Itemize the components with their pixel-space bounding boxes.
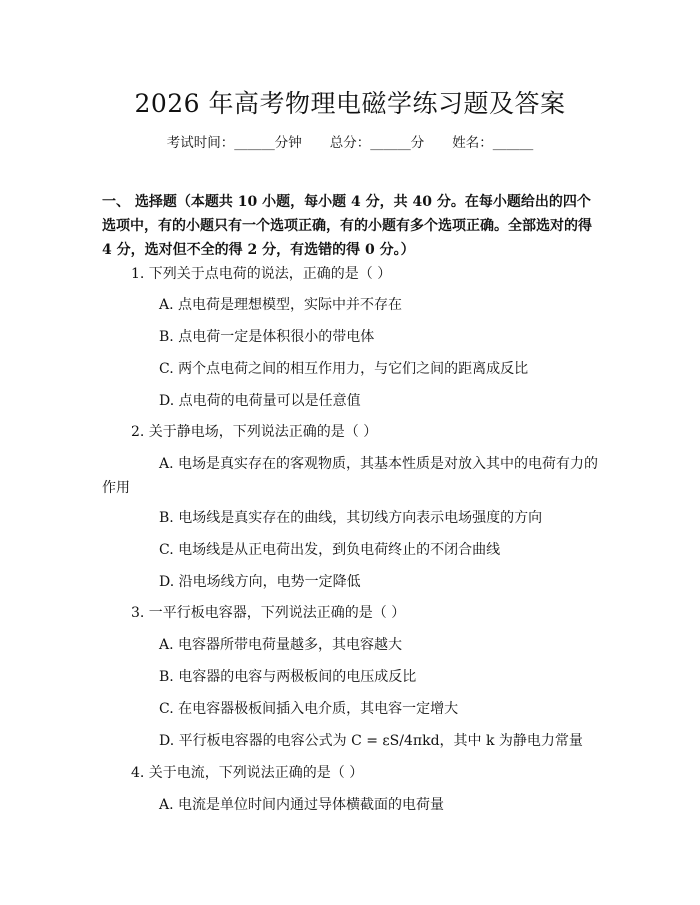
question-stem: 4. 关于电流，下列说法正确的是（ ） [131, 765, 364, 781]
question-option: B. 电场线是真实存在的曲线，其切线方向表示电场强度的方向 [159, 510, 543, 526]
question-option: A. 点电荷是理想模型，实际中并不存在 [159, 297, 403, 313]
question-stem: 3. 一平行板电容器，下列说法正确的是（ ） [131, 605, 406, 621]
question-option: D. 平行板电容器的电容公式为 C = εS/4πkd，其中 k 为静电力常量 [159, 733, 583, 749]
question-option: C. 两个点电荷之间的相互作用力，与它们之间的距离成反比 [159, 361, 529, 377]
exam-info-line [0, 131, 700, 151]
question-stem: 2. 关于静电场，下列说法正确的是（ ） [131, 424, 378, 440]
question-option: A. 电场是真实存在的客观物质，其基本性质是对放入其中的电荷有力的作用 [102, 456, 599, 496]
question-option: B. 电容器的电容与两极板间的电压成反比 [159, 669, 417, 685]
exam-title: 2026 年高考物理电磁学练习题及答案 [134, 89, 566, 118]
question-option: A. 电流是单位时间内通过导体横截面的电荷量 [159, 797, 445, 813]
question-option: D. 沿电场线方向，电势一定降低 [159, 574, 361, 590]
question-stem: 1. 下列关于点电荷的说法，正确的是（ ） [131, 266, 392, 282]
question-option: C. 在电容器极板间插入电介质，其电容一定增大 [159, 701, 459, 717]
student-name-field: 姓名：______ [452, 135, 534, 151]
question-option: C. 电场线是从正电荷出发，到负电荷终止的不闭合曲线 [159, 542, 501, 558]
section-heading: 一、 选择题（本题共 10 小题，每小题 4 分，共 40 分。在每小题给出的四个选项中，有的小题只有一个选项正确，有的小题有多个选项正确。全部选对的得 4 分，选对但不全的得 2 分，有选错的得 0 分。） [102, 194, 592, 258]
question-option: B. 点电荷一定是体积很小的带电体 [159, 329, 375, 345]
question-option: D. 点电荷的电荷量可以是任意值 [159, 393, 361, 409]
total-score-field: 总分：______分 [329, 135, 425, 151]
question-option: A. 电容器所带电荷量越多，其电容越大 [159, 637, 403, 653]
exam-time-field: 考试时间：______分钟 [166, 135, 302, 151]
